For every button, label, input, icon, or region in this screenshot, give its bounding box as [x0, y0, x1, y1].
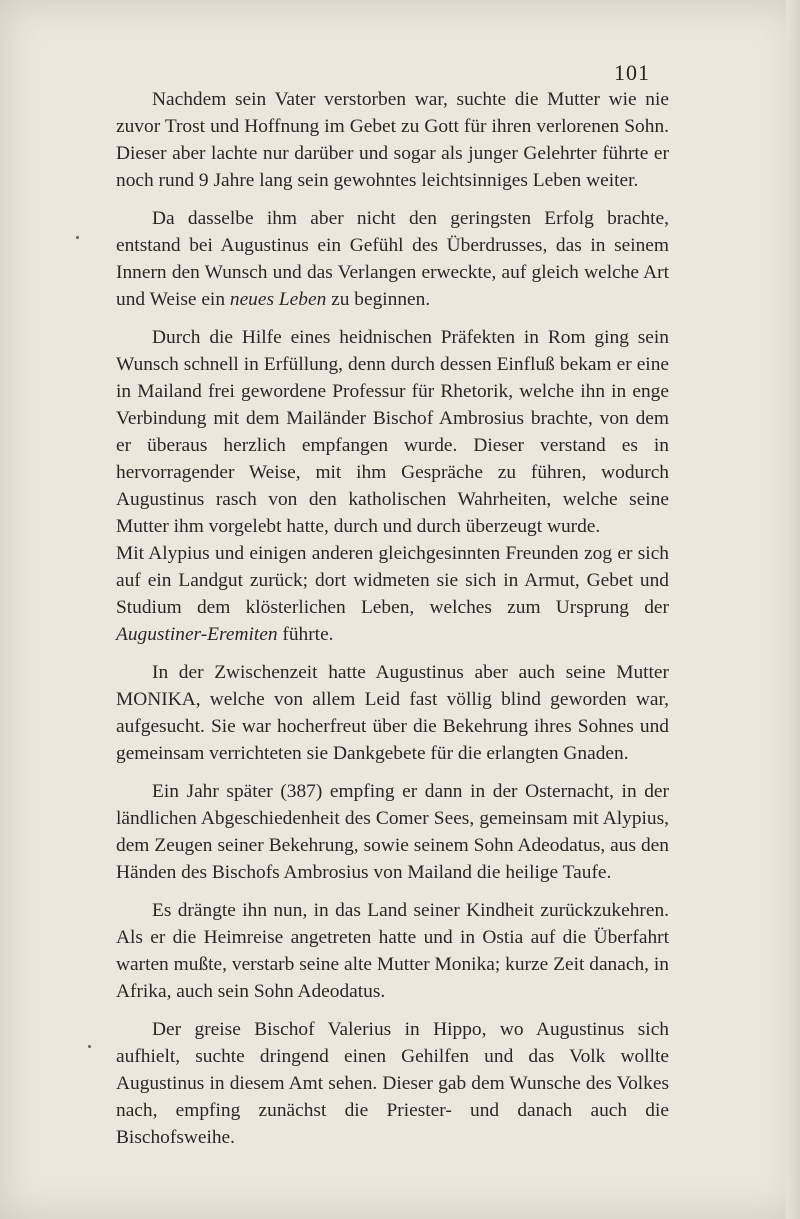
paragraph	[116, 897, 669, 1005]
stray-mark	[88, 1045, 91, 1048]
paragraph	[116, 659, 669, 767]
text-run: In der Zwischenzeit hatte Augustinus aber auch seine Mutter MONIKA, welche von allem Leid fast völlig blind geworden war, aufgesucht. Sie war hocherfreut über die Bekehrung ihres Sohnes und gemeinsam verrichteten sie Dankgebete für die erlangten Gnaden.	[116, 662, 669, 764]
text-run: Mit Alypius und einigen anderen gleichgesinnten Freunden zog er sich auf ein Landgut zurück; dort widmeten sie sich in Armut, Gebet und Studium dem klösterlichen Leben, welches zum Ursprung der	[116, 543, 669, 618]
text-run: Ein Jahr später (387) empfing er dann in der Osternacht, in der ländlichen Abgeschiedenheit des Comer Sees, gemeinsam mit Alypius, dem Zeugen seiner Bekehrung, sowie seinem Sohn Adeodatus, aus den Händen des Bischofs Ambrosius von Mailand die heilige Taufe.	[116, 781, 669, 883]
page-number: 101	[614, 60, 650, 85]
text-run: Nachdem sein Vater verstorben war, suchte die Mutter wie nie zuvor Trost und Hoffnung im Gebet zu Gott für ihren verlorenen Sohn. Dieser aber lachte nur darüber und sogar als junger Gelehrter führte er noch rund 9 Jahre lang sein gewohntes leichtsinniges Leben weiter.	[116, 89, 669, 191]
text-run: Der greise Bischof Valerius in Hippo, wo Augustinus sich aufhielt, suchte dringend einen Gehilfen und das Volk wollte Augustinus in diesem Amt sehen. Dieser gab dem Wunsche des Volkes nach, empfing zunächst die Priester- und danach auch die Bischofsweihe.	[116, 1019, 669, 1148]
stray-mark	[76, 236, 79, 239]
text-run: Durch die Hilfe eines heidnischen Präfekten in Rom ging sein Wunsch schnell in Erfüllung, denn durch dessen Einfluß bekam er eine in Mailand frei gewordene Professur für Rhetorik, welche ihn in enge Verbindung mit dem Mailänder Bischof Ambrosius brachte, von dem er überaus herzlich empfangen wurde. Dieser verstand es in hervorragender Weise, mit ihm Gespräche zu führen, wodurch Augustinus rasch von den katholischen Wahrheiten, welche seine Mutter ihm vorgelebt hatte, durch und durch überzeugt wurde.	[116, 327, 669, 537]
text-run: Da dasselbe ihm aber nicht den geringsten Erfolg brachte, entstand bei Augustinus ein Gefühl des Überdrusses, das in seinem Innern den Wunsch und das Verlangen erweckte, auf gleich welche Art und Weise ein	[116, 208, 669, 310]
text-run: Es drängte ihn nun, in das Land seiner Kindheit zurückzukehren. Als er die Heimreise angetreten hatte und in Ostia auf die Überfahrt warten mußte, verstarb seine alte Mutter Monika; kurze Zeit danach, in Afrika, auch sein Sohn Adeodatus.	[116, 900, 669, 1002]
italic-text-run: neues Leben	[229, 289, 327, 310]
body-text	[116, 86, 669, 1162]
italic-text-run: Augustiner-Eremiten	[116, 624, 278, 645]
page-edge	[786, 0, 800, 1219]
text-run: zu beginnen.	[326, 289, 431, 310]
paragraph	[116, 86, 669, 194]
paragraph	[116, 324, 669, 540]
paragraph	[116, 205, 669, 313]
paragraph	[116, 778, 669, 886]
text-run: führte.	[277, 624, 334, 645]
paragraph	[116, 540, 669, 648]
paragraph	[116, 1016, 669, 1151]
